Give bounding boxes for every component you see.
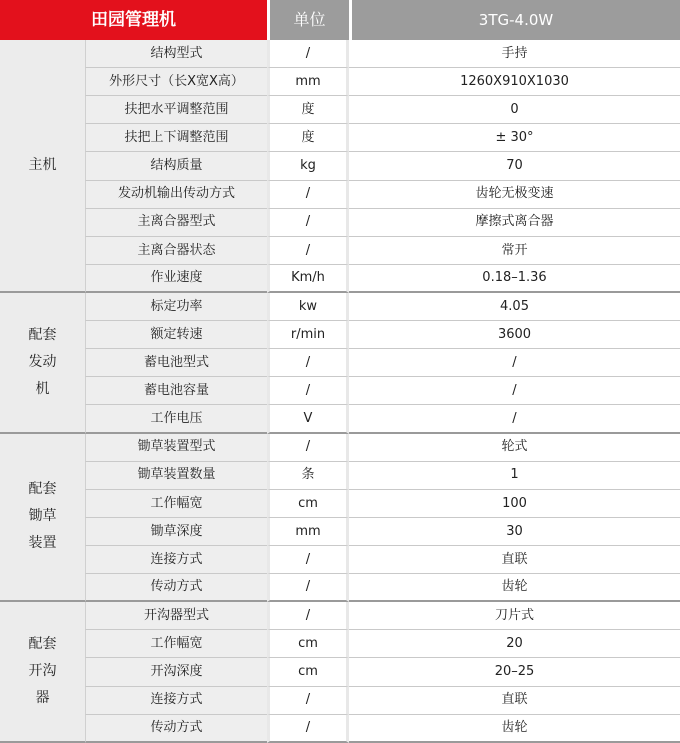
- spec-unit: /: [267, 602, 349, 630]
- spec-item-name: 连接方式: [85, 687, 267, 715]
- group-label-line: 发动: [28, 353, 57, 370]
- spec-unit: /: [267, 715, 349, 743]
- spec-value: /: [349, 377, 680, 405]
- spec-value: /: [349, 349, 680, 377]
- spec-item-name: 扶把水平调整范围: [85, 96, 267, 124]
- group-label-line: 器: [35, 689, 50, 706]
- spec-value: 常开: [349, 237, 680, 265]
- group-label: [0, 602, 85, 743]
- spec-unit: 度: [267, 96, 349, 124]
- spec-unit: /: [267, 181, 349, 209]
- group-label-line: 锄草: [28, 508, 57, 525]
- spec-item-name: 连接方式: [85, 546, 267, 574]
- group-label-line: 配套: [28, 635, 57, 652]
- spec-item-name: 传动方式: [85, 574, 267, 602]
- spec-unit: cm: [267, 658, 349, 686]
- group-label: [0, 293, 85, 434]
- group-label: [0, 434, 85, 603]
- spec-item-name: 作业速度: [85, 265, 267, 293]
- spec-unit: /: [267, 377, 349, 405]
- spec-value: 齿轮: [349, 574, 680, 602]
- spec-item-name: 外形尺寸（长X宽X高）: [85, 68, 267, 96]
- spec-item-name: 结构型式: [85, 40, 267, 68]
- spec-item-name: 蓄电池容量: [85, 377, 267, 405]
- spec-unit: Km/h: [267, 265, 349, 293]
- spec-item-name: 开沟深度: [85, 658, 267, 686]
- spec-unit: /: [267, 434, 349, 462]
- spec-item-name: 扶把上下调整范围: [85, 124, 267, 152]
- spec-value: 20: [349, 630, 680, 658]
- spec-item-name: 锄草装置型式: [85, 434, 267, 462]
- group-label-line: 主机: [28, 156, 57, 173]
- spec-item-name: 锄草深度: [85, 518, 267, 546]
- spec-value: 20–25: [349, 658, 680, 686]
- spec-unit: /: [267, 574, 349, 602]
- spec-value: 摩擦式离合器: [349, 209, 680, 237]
- spec-unit: /: [267, 687, 349, 715]
- spec-value: 70: [349, 152, 680, 180]
- spec-unit: mm: [267, 518, 349, 546]
- spec-value: 手持: [349, 40, 680, 68]
- spec-value: 100: [349, 490, 680, 518]
- spec-value: 1: [349, 462, 680, 490]
- spec-item-name: 发动机输出传动方式: [85, 181, 267, 209]
- spec-unit: cm: [267, 490, 349, 518]
- spec-item-name: 蓄电池型式: [85, 349, 267, 377]
- spec-item-name: 开沟器型式: [85, 602, 267, 630]
- spec-item-name: 传动方式: [85, 715, 267, 743]
- spec-value: /: [349, 405, 680, 433]
- spec-value: ± 30°: [349, 124, 680, 152]
- spec-value: 1260X910X1030: [349, 68, 680, 96]
- spec-value: 0: [349, 96, 680, 124]
- group-label-line: 配套: [28, 326, 57, 343]
- spec-item-name: 额定转速: [85, 321, 267, 349]
- spec-item-name: 主离合器型式: [85, 209, 267, 237]
- group-label-line: 开沟: [28, 662, 57, 679]
- group-label: [0, 40, 85, 293]
- spec-unit: V: [267, 405, 349, 433]
- spec-item-name: 锄草装置数量: [85, 462, 267, 490]
- spec-unit: 度: [267, 124, 349, 152]
- spec-value: 直联: [349, 687, 680, 715]
- table-title: 田园管理机: [0, 0, 267, 40]
- group-label-line: 机: [35, 380, 50, 397]
- spec-item-name: 标定功率: [85, 293, 267, 321]
- spec-value: 4.05: [349, 293, 680, 321]
- unit-column-header: 单位: [267, 0, 349, 40]
- spec-value: 轮式: [349, 434, 680, 462]
- spec-value: 0.18–1.36: [349, 265, 680, 293]
- spec-unit: kw: [267, 293, 349, 321]
- group-label-line: 装置: [28, 535, 57, 552]
- spec-item-name: 结构质量: [85, 152, 267, 180]
- spec-unit: /: [267, 209, 349, 237]
- spec-value: 30: [349, 518, 680, 546]
- spec-unit: r/min: [267, 321, 349, 349]
- spec-value: 直联: [349, 546, 680, 574]
- spec-item-name: 工作电压: [85, 405, 267, 433]
- spec-value: 齿轮无极变速: [349, 181, 680, 209]
- spec-item-name: 主离合器状态: [85, 237, 267, 265]
- spec-unit: 条: [267, 462, 349, 490]
- spec-unit: /: [267, 40, 349, 68]
- spec-unit: /: [267, 349, 349, 377]
- spec-unit: cm: [267, 630, 349, 658]
- spec-unit: mm: [267, 68, 349, 96]
- spec-item-name: 工作幅宽: [85, 490, 267, 518]
- spec-unit: kg: [267, 152, 349, 180]
- spec-value: 3600: [349, 321, 680, 349]
- model-column-header: 3TG-4.0W: [349, 0, 680, 40]
- spec-item-name: 工作幅宽: [85, 630, 267, 658]
- group-label-line: 配套: [28, 481, 57, 498]
- spec-value: 刀片式: [349, 602, 680, 630]
- spec-value: 齿轮: [349, 715, 680, 743]
- spec-unit: /: [267, 237, 349, 265]
- spec-unit: /: [267, 546, 349, 574]
